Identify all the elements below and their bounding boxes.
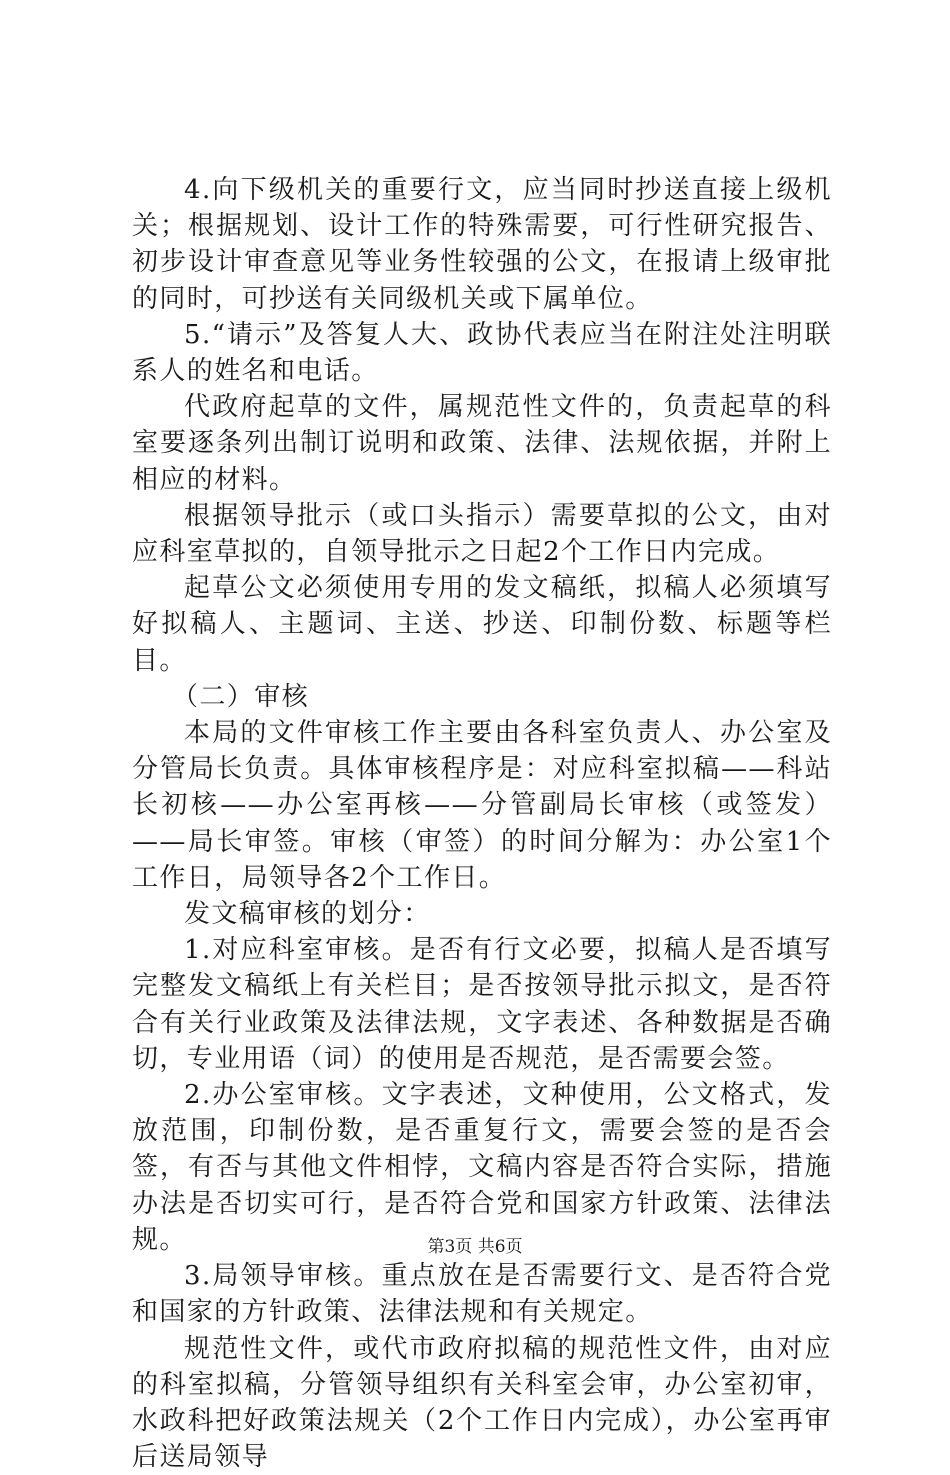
paragraph-draft-paper: 起草公文必须使用专用的发文稿纸，拟稿人必须填写好拟稿人、主题词、主送、抄送、印制份数、标题等栏目。 xyxy=(132,570,832,679)
paragraph-review-division: 发文稿审核的划分： xyxy=(132,896,832,932)
page-number-footer: 第3页 共6页 xyxy=(0,1236,950,1258)
paragraph-review-item-1: 1.对应科室审核。是否有行文必要，拟稿人是否填写完整发文稿纸上有关栏目；是否按领导批示拟文，是否符合有关行业政策及法律法规，文字表述、各种数据是否确切，专业用语（词）的使用是否规范，是否需要会签。 xyxy=(132,932,832,1077)
section-heading-review: （二）审核 xyxy=(132,679,832,715)
paragraph-item-4: 4.向下级机关的重要行文，应当同时抄送直接上级机关；根据规划、设计工作的特殊需要，可行性研究报告、初步设计审查意见等业务性较强的公文，在报请上级审批的同时，可抄送有关同级机关或下属单位。 xyxy=(132,172,832,317)
paragraph-review-procedure: 本局的文件审核工作主要由各科室负责人、办公室及分管局长负责。具体审核程序是：对应科室拟稿——科站长初核——办公室再核——分管副局长审核（或签发）——局长审签。审核（审签）的时间分解为：办公室1个工作日，局领导各2个工作日。 xyxy=(132,715,832,896)
paragraph-review-item-2: 2.办公室审核。文字表述，文种使用，公文格式，发放范围，印制份数，是否重复行文，需要会签的是否会签，有否与其他文件相悖，文稿内容是否符合实际，措施办法是否切实可行，是否符合党和国家方针政策、法律法规。 xyxy=(132,1077,832,1258)
document-body xyxy=(132,172,832,1475)
paragraph-drafting-regulations: 代政府起草的文件，属规范性文件的，负责起草的科室要逐条列出制订说明和政策、法律、法规依据，并附上相应的材料。 xyxy=(132,389,832,498)
paragraph-normative-documents: 规范性文件，或代市政府拟稿的规范性文件，由对应的科室拟稿，分管领导组织有关科室会审，办公室初审，水政科把好政策法规关（2个工作日内完成），办公室再审后送局领导 xyxy=(132,1331,832,1475)
paragraph-leader-instructions: 根据领导批示（或口头指示）需要草拟的公文，由对应科室草拟的，自领导批示之日起2个工作日内完成。 xyxy=(132,498,832,570)
paragraph-review-item-3: 3.局领导审核。重点放在是否需要行文、是否符合党和国家的方针政策、法律法规和有关规定。 xyxy=(132,1258,832,1330)
paragraph-item-5: 5.“请示”及答复人大、政协代表应当在附注处注明联系人的姓名和电话。 xyxy=(132,317,832,389)
